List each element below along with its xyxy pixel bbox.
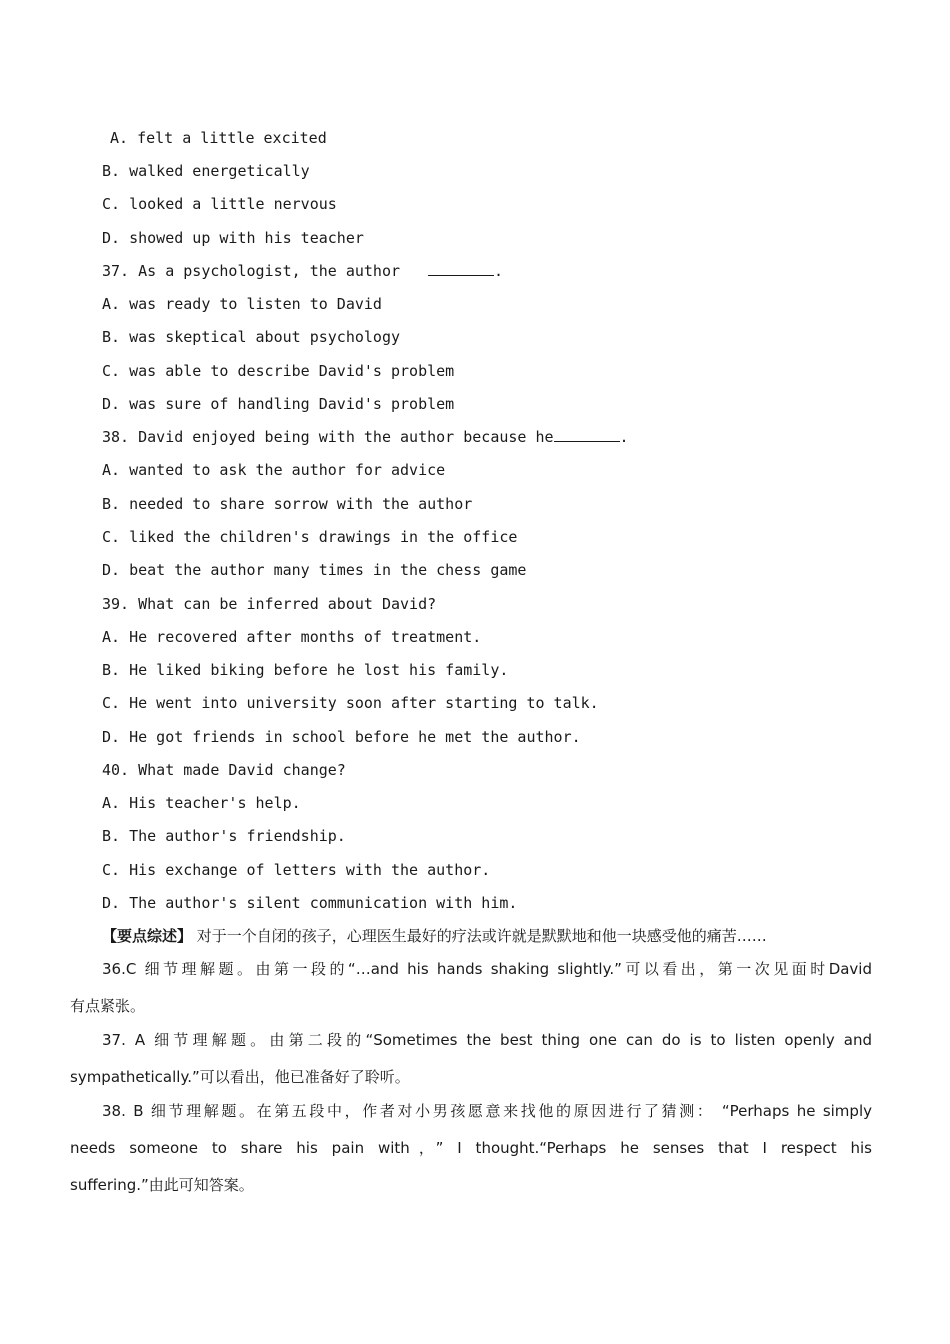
answer-38-line-1: 38. B 细节理解题。在第五段中，作者对小男孩愿意来找他的原因进行了猜测： “Perhaps he simply — [102, 1102, 872, 1120]
q40-option-a: A. His teacher's help. — [102, 794, 301, 812]
q37-stem-end: . — [494, 262, 504, 280]
answer-37-line-1: 37. A 细节理解题。由第二段的“Sometimes the best thing one can do is to listen openly and — [102, 1031, 872, 1049]
q38-option-c: C. liked the children's drawings in the office — [102, 528, 518, 546]
q39-stem: 39. What can be inferred about David? — [102, 595, 437, 613]
q37-stem — [102, 261, 950, 281]
answer-36-line-2: 有点紧张。 — [70, 997, 146, 1015]
q37-option-b: B. was skeptical about psychology — [102, 328, 401, 346]
q38-option-a: A. wanted to ask the author for advice — [102, 461, 446, 479]
q39-option-a: A. He recovered after months of treatment. — [102, 628, 482, 646]
summary — [102, 926, 950, 946]
q38-stem-end: . — [619, 428, 629, 446]
q38-option-d: D. beat the author many times in the chess game — [102, 561, 527, 579]
q40-option-d: D. The author's silent communication with him. — [102, 894, 518, 912]
q37-option-d: D. was sure of handling David's problem — [102, 395, 455, 413]
summary-text: 对于一个自闭的孩子，心理医生最好的疗法或许就是默默地和他一块感受他的痛苦…… — [192, 927, 767, 945]
answer-38-line-3: suffering.”由此可知答案。 — [70, 1176, 254, 1194]
answer-36-line-1: 36.C 细节理解题。由第一段的“…and his hands shaking slightly.”可以看出，第一次见面时David — [102, 960, 872, 978]
q38-blank — [554, 427, 620, 442]
q38-stem — [102, 427, 950, 447]
answer-37-line-2: sympathetically.”可以看出，他已准备好了聆听。 — [70, 1068, 410, 1086]
q36-option-d: D. showed up with his teacher — [102, 229, 364, 247]
answer-38-line-2: needs someone to share his pain with，” I thought.“Perhaps he senses that I respect his — [70, 1139, 872, 1157]
q36-option-b: B. walked energetically — [102, 162, 310, 180]
q39-option-c: C. He went into university soon after starting to talk. — [102, 694, 599, 712]
q40-option-b: B. The author's friendship. — [102, 827, 346, 845]
q38-option-b: B. needed to share sorrow with the author — [102, 495, 473, 513]
q37-blank — [428, 261, 494, 276]
q39-option-d: D. He got friends in school before he met the author. — [102, 728, 581, 746]
q39-option-b: B. He liked biking before he lost his family. — [102, 661, 509, 679]
q37-stem-text: 37. As a psychologist, the author — [102, 262, 401, 280]
q37-option-c: C. was able to describe David's problem — [102, 362, 455, 380]
q40-stem: 40. What made David change? — [102, 761, 346, 779]
q40-option-c: C. His exchange of letters with the author. — [102, 861, 491, 879]
q36-option-c: C. looked a little nervous — [102, 195, 337, 213]
q38-stem-text: 38. David enjoyed being with the author because he — [102, 428, 554, 446]
q37-option-a: A. was ready to listen to David — [102, 295, 382, 313]
summary-label: 【要点综述】 — [102, 927, 193, 945]
q36-option-a: A. felt a little excited — [110, 129, 327, 147]
